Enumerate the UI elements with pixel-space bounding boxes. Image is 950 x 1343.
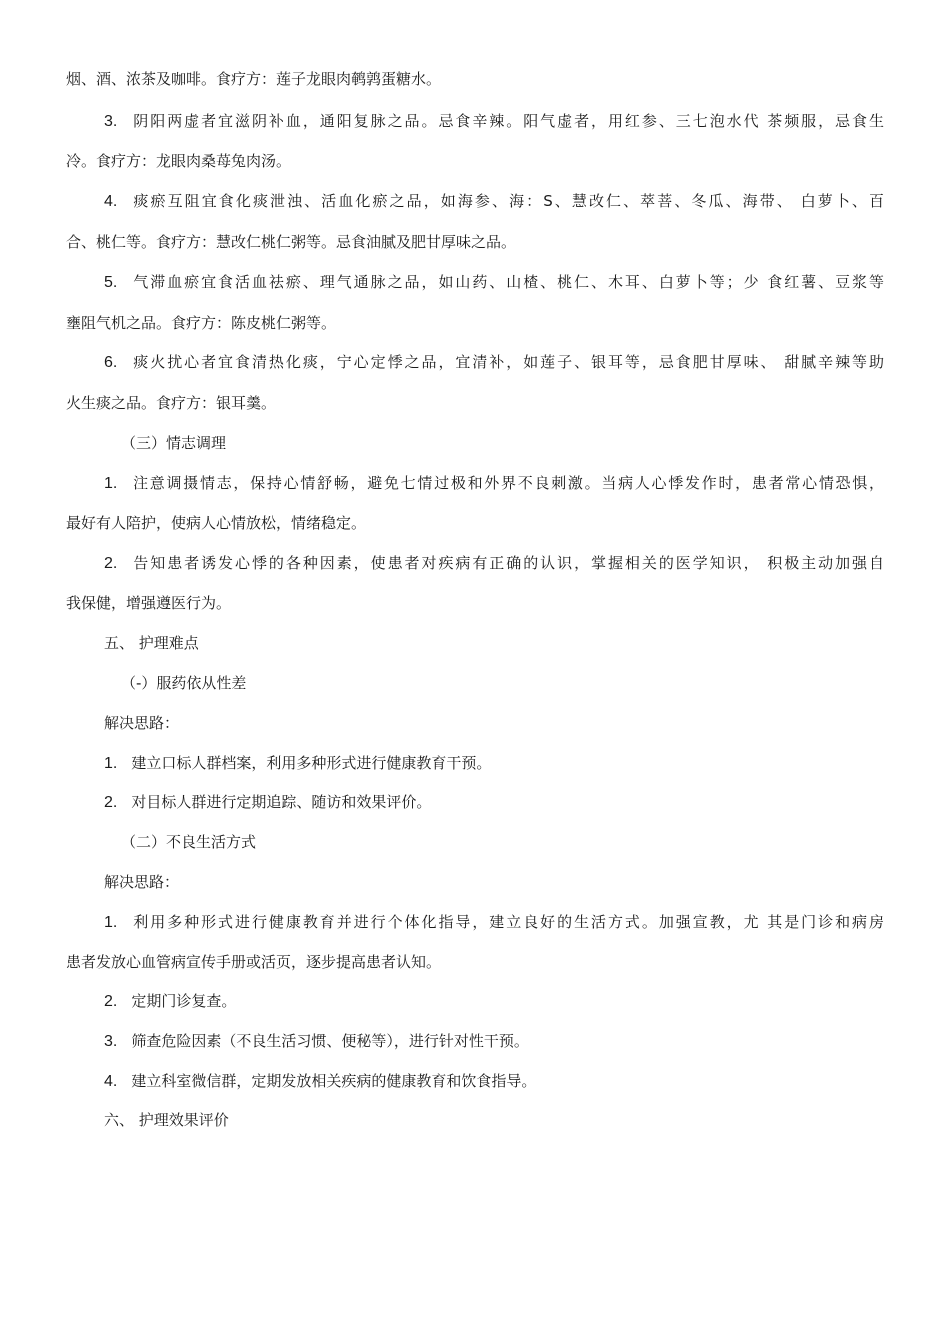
list-number: 5.	[104, 274, 118, 291]
list-number: 4.	[104, 193, 118, 210]
list-number: 1.	[104, 755, 118, 772]
emotion-item-1-line-2: 最好有人陪护，使病人心情放松，情绪稳定。	[66, 514, 367, 532]
solution-2-item-4: 4. 建立科室微信群，定期发放相关疾病的健康教育和饮食指导。	[104, 1072, 537, 1090]
diet-item-3-line-1: 3. 阴阳两虚者宜滋阴补血，通阳复脉之品。忌食辛辣。阳气虚者，用红参、三七泡水代 茶频服，忌食生	[104, 112, 884, 130]
list-number: 4.	[104, 1073, 118, 1090]
solution-2-item-1-line-2: 患者发放心血管病宣传手册或活页，逐步提高患者认知。	[66, 953, 442, 971]
diet-item-4-line-1: 4. 痰瘀互阻宜食化痰泄浊、活血化瘀之品，如海参、海：S、慧改仁、萃菩、冬瓜、海带、 白萝卜、百	[104, 192, 884, 210]
list-number: 2.	[104, 555, 118, 572]
list-number: 6.	[104, 354, 118, 371]
list-number: 3.	[104, 1033, 118, 1050]
section-heading-emotion: （三）情志调理	[121, 434, 227, 452]
list-number: 1.	[104, 475, 118, 492]
section-heading-five: 五、 护理难点	[104, 634, 199, 652]
diet-item-6-line-1: 6. 痰火扰心者宜食清热化痰，宁心定悸之品，宜清补，如莲子、银耳等，忌食肥甘厚味、 甜腻辛辣等助	[104, 353, 884, 371]
solution-label: 解决思路：	[104, 714, 180, 732]
solution-label: 解决思路：	[104, 873, 180, 891]
diet-item-5-line-1: 5. 气滞血瘀宜食活血祛瘀、理气通脉之品，如山药、山楂、桃仁、木耳、白萝卜等；少 食红薯、豆浆等	[104, 273, 884, 291]
list-number: 2.	[104, 993, 118, 1010]
subsection-heading-adherence: （-）服药依从性差	[121, 674, 247, 692]
diet-item-6-line-2: 火生痰之品。食疗方：银耳羹。	[66, 394, 277, 412]
section-heading-six: 六、 护理效果评价	[104, 1111, 229, 1129]
emotion-item-2-line-2: 我保健，增强遵医行为。	[66, 594, 232, 612]
diet-item-3-line-2: 冷。食疗方：龙眼肉桑苺兔肉汤。	[66, 152, 292, 170]
diet-item-4-line-2: 合、桃仁等。食疗方：慧改仁桃仁粥等。忌食油腻及肥甘厚味之品。	[66, 233, 517, 251]
solution-2-item-1-line-1: 1. 利用多种形式进行健康教育并进行个体化指导，建立良好的生活方式。加强宣教，尤 其是门诊和病房	[104, 913, 884, 931]
list-number: 2.	[104, 794, 118, 811]
diet-item-5-line-2: 壅阻气机之品。食疗方：陈皮桃仁粥等。	[66, 314, 337, 332]
solution-1-item-2: 2. 对目标人群进行定期追踪、随访和效果评价。	[104, 793, 432, 811]
solution-2-item-3: 3. 筛查危险因素（不良生活习惯、便秘等），进行针对性干预。	[104, 1032, 529, 1050]
solution-1-item-1: 1. 建立口标人群档案，利用多种形式进行健康教育干预。	[104, 754, 492, 772]
emotion-item-2-line-1: 2. 告知患者诱发心悸的各种因素，使患者对疾病有正确的认识，掌握相关的医学知识， 积极主动加强自	[104, 554, 884, 572]
text-line: 烟、酒、浓茶及咖啡。食疗方：莲子龙眼肉鹌鹑蛋糖水。	[66, 70, 442, 88]
emotion-item-1-line-1: 1. 注意调摄情志，保持心情舒畅，避免七情过极和外界不良刺激。当病人心悸发作时，患者常心情恐惧，	[104, 474, 884, 492]
subsection-heading-lifestyle: （二）不良生活方式	[121, 833, 257, 851]
solution-2-item-2: 2. 定期门诊复查。	[104, 992, 237, 1010]
list-number: 3.	[104, 113, 118, 130]
list-number: 1.	[104, 914, 118, 931]
